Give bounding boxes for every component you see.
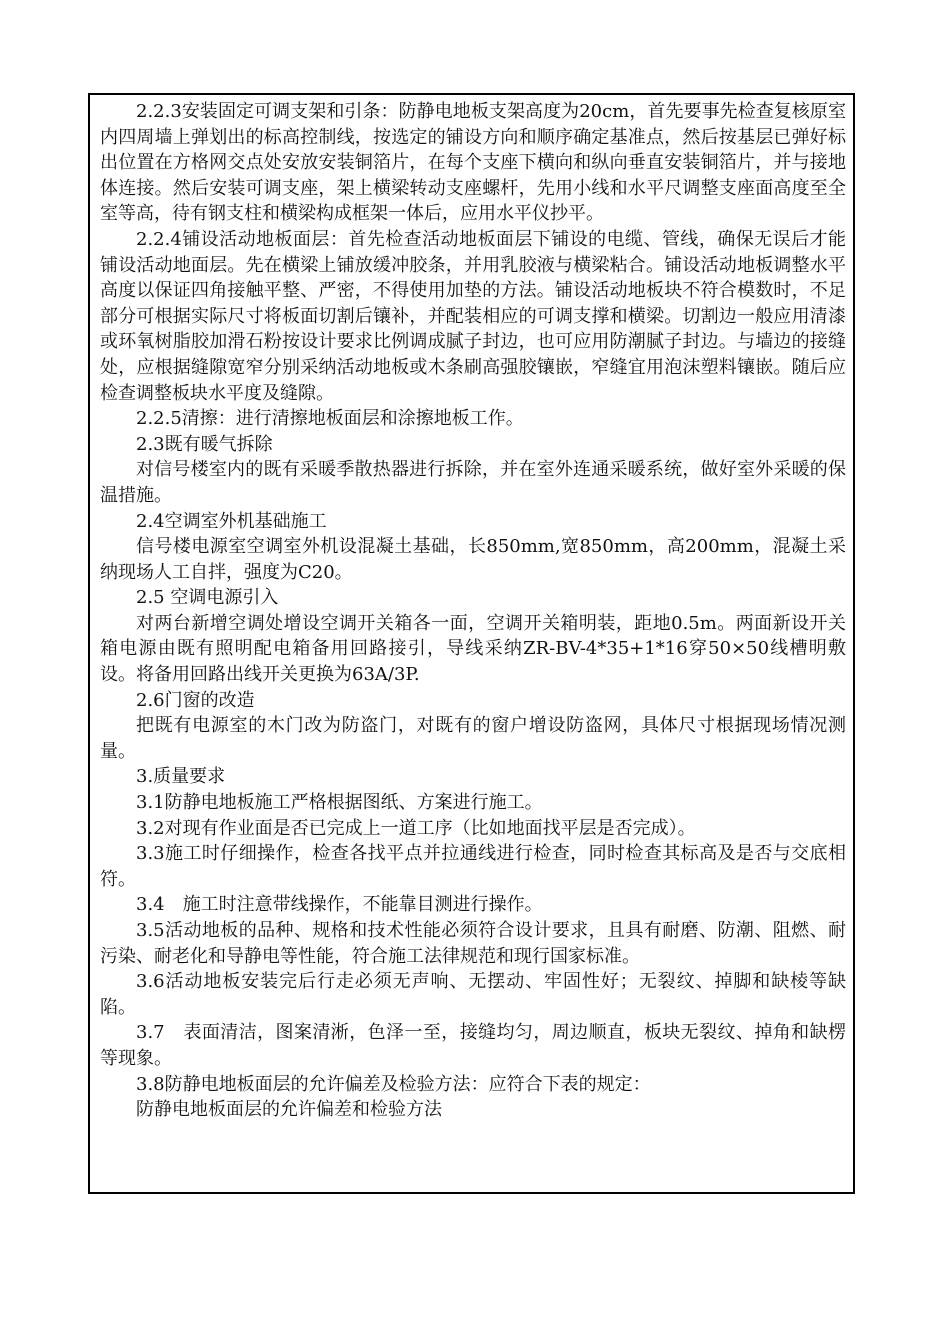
paragraph-3-7: 3.7 表面清洁，图案清淅，色泽一至，接缝均匀，周边顺直，板块无裂纹、掉角和缺楞等现象。 bbox=[100, 1022, 846, 1069]
heading-2-4: 2.4空调室外机基础施工 bbox=[136, 510, 327, 532]
paragraph-2-2-5: 2.2.5清擦：进行清擦地板面层和涂擦地板工作。 bbox=[136, 408, 524, 430]
paragraph-2-5-body: 对两台新增空调处增设空调开关箱各一面，空调开关箱明装，距地0.5m。两面新设开关箱电源由既有照明配电箱备用回路接引，导线采纳ZR-BV-4*35+1*16穿50×50线槽明敷设。将备用回路出线开关更换为63A/3P. bbox=[100, 612, 846, 686]
paragraph-3-1: 3.1防静电地板施工严格根据图纸、方案进行施工。 bbox=[136, 792, 543, 814]
heading-2-5: 2.5 空调电源引入 bbox=[136, 587, 279, 609]
paragraph-2-6-body: 把既有电源室的木门改为防盗门，对既有的窗户增设防盗网，具体尺寸根据现场情况测量。 bbox=[100, 715, 846, 762]
document-body bbox=[100, 99, 846, 1123]
paragraph-2-3-body: 对信号楼室内的既有采暖季散热器进行拆除，并在室外连通采暖系统，做好室外采暖的保温措施。 bbox=[100, 459, 846, 506]
paragraph-3-2: 3.2对现有作业面是否已完成上一道工序（比如地面找平层是否完成）。 bbox=[136, 817, 696, 839]
paragraph-3-6: 3.6活动地板安装完后行走必须无声响、无摆动、牢固性好；无裂纹、掉脚和缺棱等缺陷。 bbox=[100, 971, 846, 1018]
paragraph-2-2-3: 2.2.3安装固定可调支架和引条：防静电地板支架高度为20cm，首先要事先检查复核原室内四周墙上弹划出的标高控制线，按选定的铺设方向和顺序确定基准点，然后按基层已弹好标出位置在方格网交点处安放安装铜箔片，在每个支座下横向和纵向垂直安装铜箔片，并与接地体连接。然后安装可调支座，架上横梁转动支座螺杆，先用小线和水平尺调整支座面高度至全室等高，待有钢支柱和横梁构成框架一体后，应用水平仪抄平。 bbox=[100, 101, 846, 225]
heading-2-3: 2.3既有暖气拆除 bbox=[136, 433, 273, 455]
paragraph-2-4-body: 信号楼电源室空调室外机设混凝土基础，长850mm,宽850mm，高200mm，混凝土采纳现场人工自拌，强度为C20。 bbox=[100, 536, 846, 583]
heading-3: 3.质量要求 bbox=[136, 766, 226, 788]
paragraph-3-8: 3.8防静电地板面层的允许偏差及检验方法：应符合下表的规定： bbox=[136, 1073, 651, 1095]
paragraph-3-4: 3.4 施工时注意带线操作，不能靠目测进行操作。 bbox=[136, 894, 543, 916]
table-caption: 防静电地板面层的允许偏差和检验方法 bbox=[136, 1099, 442, 1121]
paragraph-2-2-4: 2.2.4铺设活动地板面层：首先检查活动地板面层下铺设的电缆、管线，确保无误后才能铺设活动地面层。先在横梁上铺放缓冲胶条，并用乳胶液与横梁粘合。铺设活动地板调整水平高度以保证四角接触平整、严密，不得使用加垫的方法。铺设活动地板块不符合模数时，不足部分可根据实际尺寸将板面切割后镶补，并配装相应的可调支撑和横梁。切割边一般应用清漆或环氧树脂胶加滑石粉按设计要求比例调成腻子封边，也可应用防潮腻子封边。与墙边的接缝处，应根据缝隙宽窄分别采纳活动地板或木条刷高强胶镶嵌，窄缝宜用泡沫塑料镶嵌。随后应检查调整板块水平度及缝隙。 bbox=[100, 228, 846, 404]
paragraph-3-5: 3.5活动地板的品种、规格和技术性能必须符合设计要求，且具有耐磨、防潮、阻燃、耐污染、耐老化和导静电等性能，符合施工法律规范和现行国家标准。 bbox=[100, 920, 846, 967]
heading-2-6: 2.6门窗的改造 bbox=[136, 689, 255, 711]
paragraph-3-3: 3.3施工时仔细操作，检查各找平点并拉通线进行检查，同时检查其标高及是否与交底相符。 bbox=[100, 843, 846, 890]
